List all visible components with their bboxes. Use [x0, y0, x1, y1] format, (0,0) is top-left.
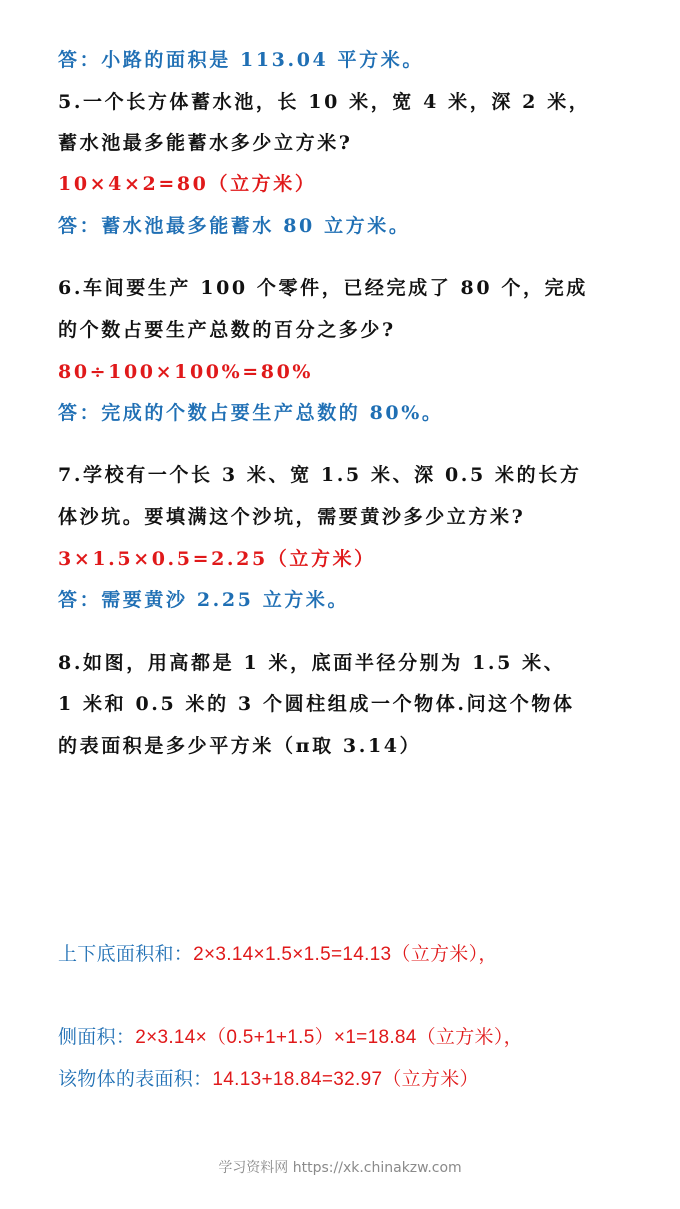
- answer-q5: 答：蓄水池最多能蓄水 80 立方米。: [58, 215, 411, 237]
- question-8-line-2: 1 米和 0.5 米的 3 个圆柱组成一个物体.问这个物体: [58, 693, 575, 715]
- footer-source: 学习资料网 https://xk.chinakzw.com: [218, 1160, 462, 1176]
- formula-q6: 80÷100×100%=80%: [58, 361, 314, 383]
- question-5-line-2: 蓄水池最多能蓄水多少立方米?: [58, 132, 353, 154]
- solution-label: 上下底面积和：: [58, 944, 194, 965]
- question-6-line-1: 6.车间要生产 100 个零件，已经完成了 80 个，完成: [58, 277, 588, 299]
- solution-value: 2×3.14×（0.5+1+1.5）×1=18.84（立方米），: [135, 1027, 523, 1048]
- question-5-line-1: 5.一个长方体蓄水池，长 10 米，宽 4 米，深 2 米，: [58, 91, 591, 113]
- formula-q7: 3×1.5×0.5=2.25（立方米）: [58, 548, 376, 570]
- solution-line-base-area: [58, 943, 498, 967]
- question-7-line-2: 体沙坑。要填满这个沙坑，需要黄沙多少立方米?: [58, 506, 526, 528]
- question-8-line-3: 的表面积是多少平方米（π取 3.14）: [58, 735, 422, 757]
- question-8-line-1: 8.如图，用高都是 1 米，底面半径分别为 1.5 米、: [58, 652, 566, 674]
- answer-q6: 答：完成的个数占要生产总数的 80%。: [58, 402, 444, 424]
- solution-label: 侧面积：: [58, 1027, 136, 1048]
- answer-q4: 答：小路的面积是 113.04 平方米。: [58, 49, 424, 71]
- solution-line-lateral-area: [58, 1026, 523, 1050]
- solution-value: 2×3.14×1.5×1.5=14.13（立方米），: [193, 944, 498, 965]
- question-6-line-2: 的个数占要生产总数的百分之多少?: [58, 319, 396, 341]
- formula-q5: 10×4×2=80（立方米）: [58, 173, 317, 195]
- question-7-line-1: 7.学校有一个长 3 米、宽 1.5 米、深 0.5 米的长方: [58, 464, 582, 486]
- solution-line-total-area: [58, 1068, 479, 1092]
- answer-q7: 答：需要黄沙 2.25 立方米。: [58, 589, 350, 611]
- solution-label: 该物体的表面积：: [58, 1069, 213, 1090]
- solution-value: 14.13+18.84=32.97（立方米）: [212, 1069, 479, 1090]
